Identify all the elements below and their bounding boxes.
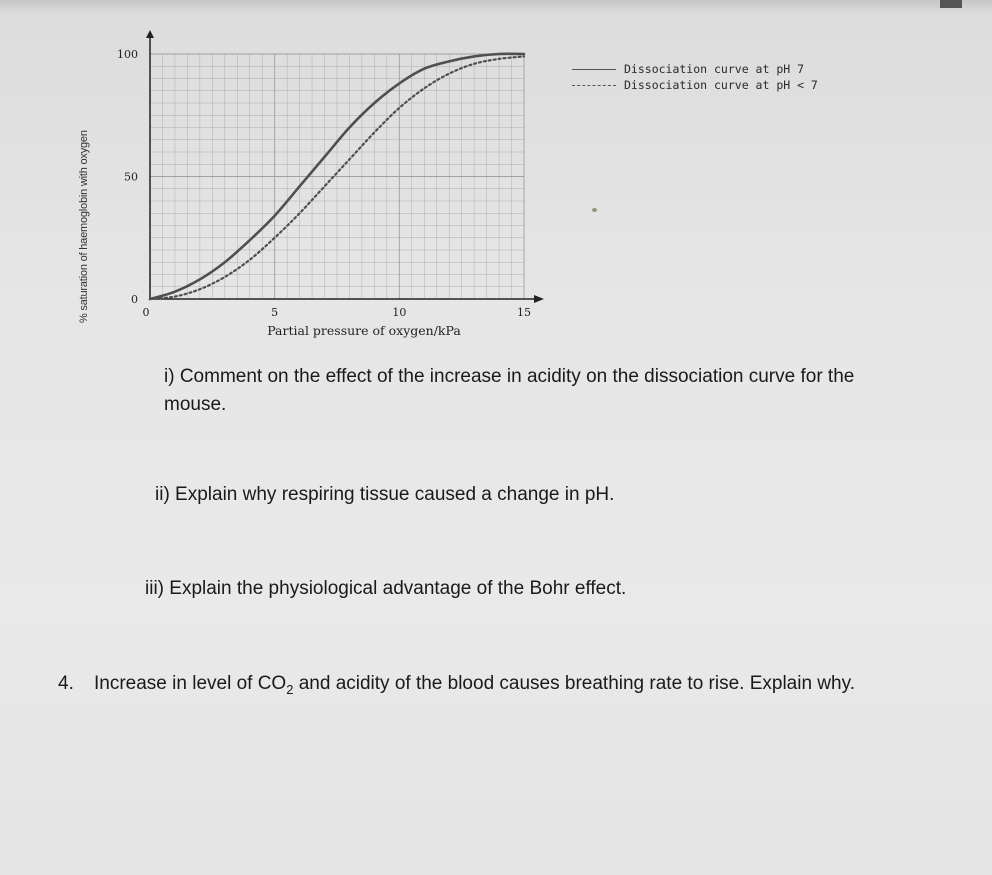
legend-item-ph7: [572, 61, 818, 77]
legend-label-ph-below-7: Dissociation curve at pH < 7: [624, 78, 818, 92]
x-axis-arrow-icon: [534, 295, 544, 303]
question-4-number: 4.: [58, 673, 74, 694]
y-tick-label: 50: [124, 170, 138, 184]
x-tick-label: 5: [271, 306, 279, 319]
question-i: i) Comment on the effect of the increase in acidity on the dissociation curve for the mouse.: [164, 366, 855, 415]
y-tick-label: 0: [131, 293, 138, 306]
question-4-text-start: Increase in level of CO: [94, 673, 287, 694]
question-4-text: [94, 670, 855, 704]
question-ii: ii) Explain why respiring tissue caused a change in pH.: [155, 484, 615, 505]
legend-label-ph7: Dissociation curve at pH 7: [624, 62, 805, 76]
x-tick-label: 10: [392, 306, 407, 319]
paper-speck: [592, 208, 597, 212]
co2-subscript: 2: [286, 681, 294, 697]
page-top-shadow: [0, 0, 992, 14]
question-4-text-end: and acidity of the blood causes breathing rate to rise. Explain why.: [293, 673, 855, 694]
legend-item-ph-below-7: [572, 77, 818, 93]
chart-svg: [78, 28, 558, 346]
y-axis-arrow-icon: [146, 30, 154, 38]
legend-dashed-line-icon: [572, 85, 616, 86]
question-4: [58, 670, 918, 704]
x-tick-label: 15: [517, 306, 531, 319]
chart-legend: [572, 61, 818, 93]
x-axis-label: Partial pressure of oxygen/kPa: [267, 323, 461, 338]
dissociation-chart: [78, 28, 558, 346]
legend-solid-line-icon: [572, 69, 616, 70]
y-tick-label: 100: [117, 48, 138, 61]
corner-mark: [940, 0, 962, 8]
question-iii: iii) Explain the physiological advantage of the Bohr effect.: [145, 578, 627, 599]
x-tick-label: 0: [142, 306, 150, 319]
y-axis-label: % saturation of haemoglobin with oxygen: [78, 130, 90, 323]
